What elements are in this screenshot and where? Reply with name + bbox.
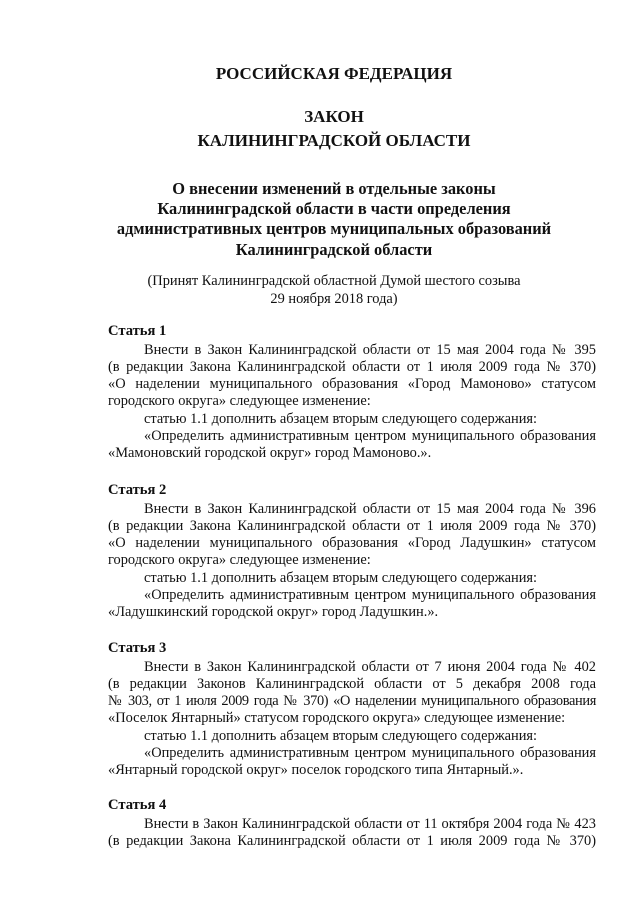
article-1-heading: Статья 1 <box>108 323 167 339</box>
adoption-note-line-1: (Принят Калининградской областной Думой шестого созыва <box>147 273 521 289</box>
article-1-body <box>72 342 596 463</box>
article-4-line-1: Внести в Закон Калининградской области от 11 октября 2004 года № 423 <box>144 815 596 832</box>
law-title-line-3: административных центров муниципальных образований <box>116 219 552 239</box>
article-2-heading: Статья 2 <box>108 482 167 498</box>
adoption-note-line-2: 29 ноября 2018 года) <box>270 291 398 307</box>
article-4-heading: Статья 4 <box>108 797 167 813</box>
law-heading <box>72 106 596 151</box>
article-1-line-7: «Мамоновский городской округ» город Мамоново.». <box>108 445 432 462</box>
article-1-line-3: «О наделении муниципального образования «Город Мамоново» статусом <box>108 376 596 393</box>
country-heading: РОССИЙСКАЯ ФЕДЕРАЦИЯ <box>215 64 453 83</box>
article-2-line-3: «О наделении муниципального образования «Город Ладушкин» статусом <box>108 535 596 552</box>
law-title <box>72 179 596 260</box>
adoption-note <box>72 272 596 308</box>
article-3 <box>72 640 596 780</box>
article-1-line-1: Внести в Закон Калининградской области от 15 мая 2004 года № 395 <box>144 341 596 358</box>
article-2-body <box>72 501 596 622</box>
law-title-line-4: Калининградской области <box>235 239 433 259</box>
article-1-line-4: городского округа» следующее изменение: <box>108 393 371 410</box>
article-4 <box>72 797 596 850</box>
article-2-line-7: «Ладушкинский городской округ» город Ладушкин.». <box>108 604 439 621</box>
article-3-line-2: (в редакции Законов Калининградской области от 5 декабря 2008 года <box>108 675 596 692</box>
article-2-line-1: Внести в Закон Калининградской области от 15 мая 2004 года № 396 <box>144 500 596 517</box>
law-heading-line-2: КАЛИНИНГРАДСКОЙ ОБЛАСТИ <box>197 131 471 150</box>
article-1 <box>72 323 596 463</box>
article-2-line-5: статью 1.1 дополнить абзацем вторым следующего содержания: <box>144 569 538 586</box>
article-2 <box>72 482 596 622</box>
article-3-line-1: Внести в Закон Калининградской области от 7 июня 2004 года № 402 <box>144 658 596 675</box>
article-3-line-5: статью 1.1 дополнить абзацем вторым следующего содержания: <box>144 727 538 744</box>
article-1-line-6: «Определить административным центром муниципального образования <box>144 428 596 445</box>
law-title-line-2: Калининградской области в части определения <box>157 199 511 219</box>
article-3-line-7: «Янтарный городской округ» поселок городского типа Янтарный.». <box>108 762 524 779</box>
document-page <box>72 0 596 905</box>
article-3-line-3: № 303, от 1 июля 2009 года № 370) «О наделении муниципального образования <box>108 693 596 710</box>
article-1-line-2: (в редакции Закона Калининградской области от 1 июля 2009 года № 370) <box>108 358 596 375</box>
article-3-line-6: «Определить административным центром муниципального образования <box>144 745 596 762</box>
article-2-line-6: «Определить административным центром муниципального образования <box>144 587 596 604</box>
article-2-line-4: городского округа» следующее изменение: <box>108 552 371 569</box>
article-4-line-2: (в редакции Закона Калининградской области от 1 июля 2009 года № 370) <box>108 832 596 849</box>
article-3-heading: Статья 3 <box>108 640 167 656</box>
law-heading-line-1: ЗАКОН <box>304 107 364 126</box>
article-3-body <box>72 659 596 780</box>
article-1-line-5: статью 1.1 дополнить абзацем вторым следующего содержания: <box>144 410 538 427</box>
article-4-body <box>72 816 596 851</box>
law-title-line-1: О внесении изменений в отдельные законы <box>172 179 496 198</box>
article-3-line-4: «Поселок Янтарный» статусом городского округа» следующее изменение: <box>108 710 566 727</box>
article-2-line-2: (в редакции Закона Калининградской области от 1 июля 2009 года № 370) <box>108 517 596 534</box>
